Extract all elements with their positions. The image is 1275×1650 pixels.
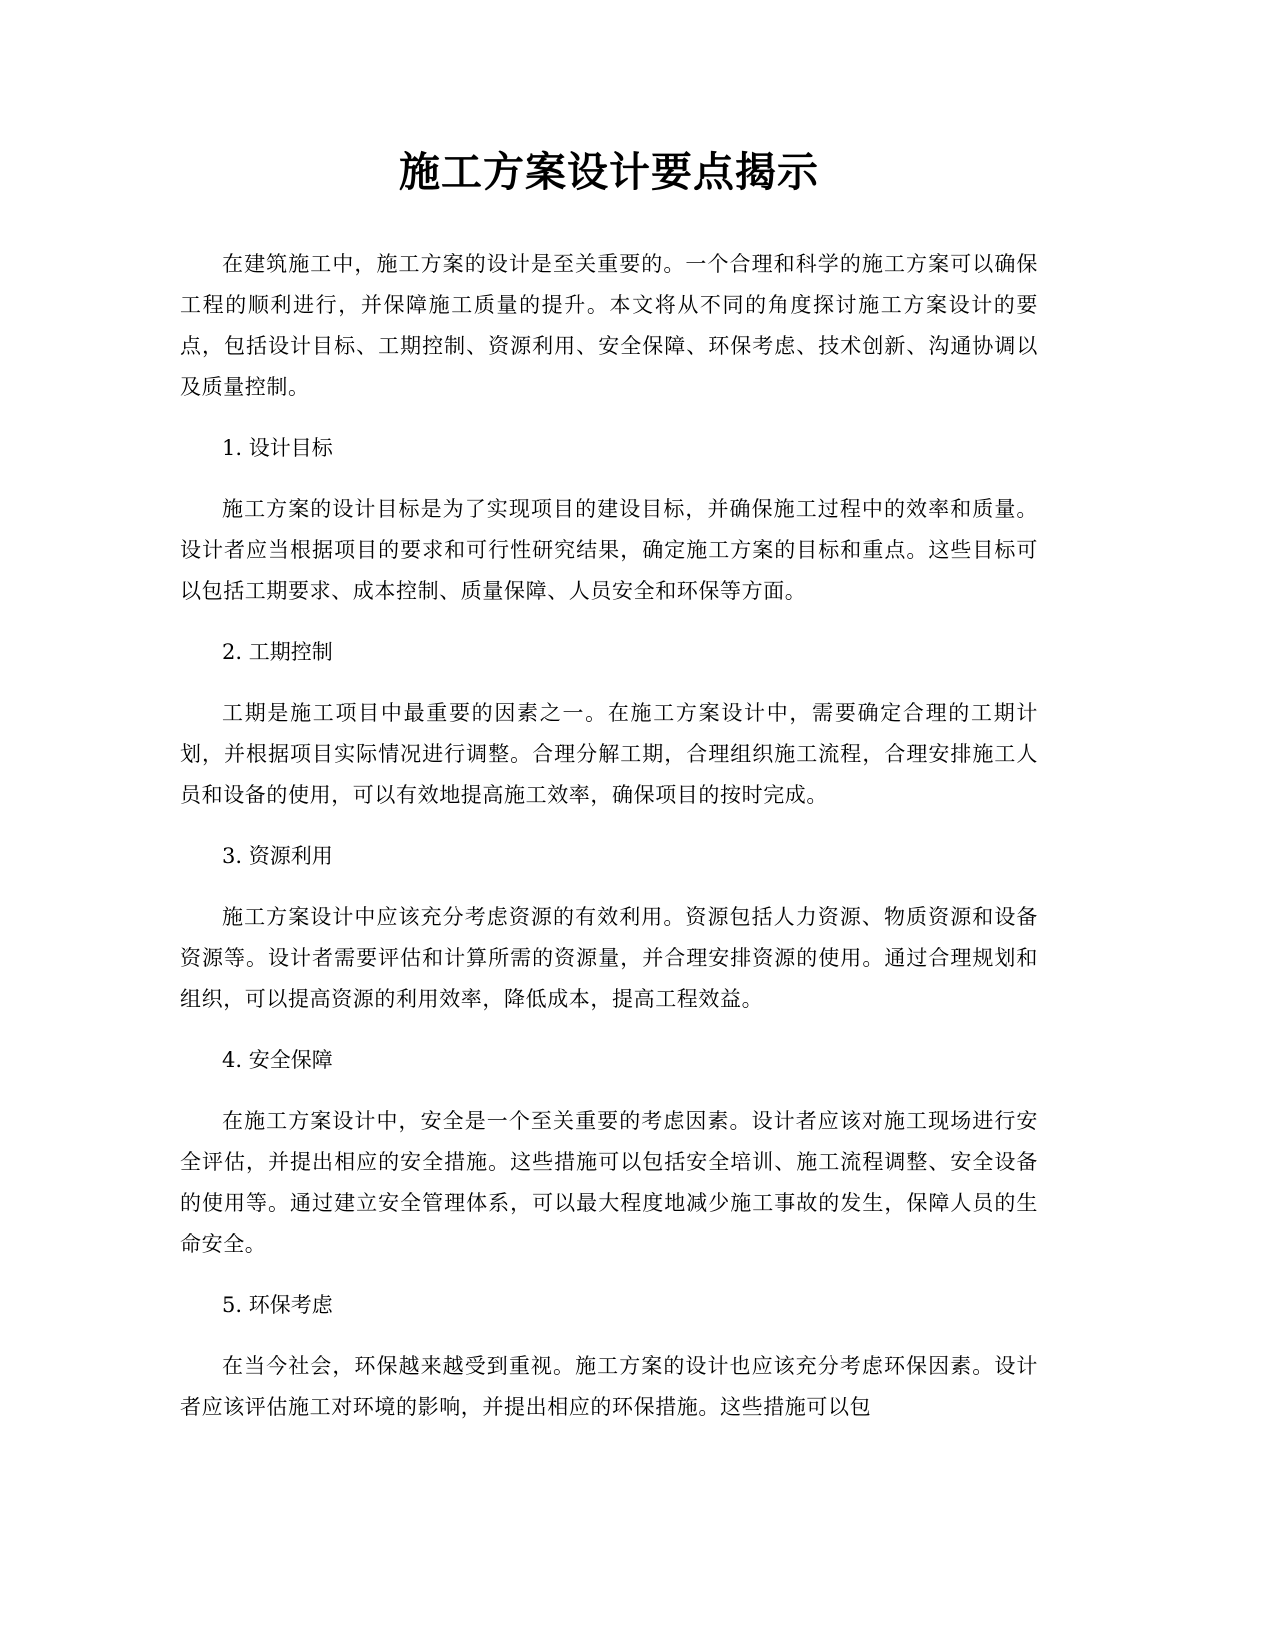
section-heading-resource-use: 3. 资源利用	[222, 844, 333, 868]
section-heading-design-goal: 1. 设计目标	[222, 436, 333, 460]
section-heading-schedule-control: 2. 工期控制	[222, 640, 333, 664]
section-heading-environment: 5. 环保考虑	[222, 1293, 333, 1317]
intro-paragraph: 在建筑施工中，施工方案的设计是至关重要的。一个合理和科学的施工方案可以确保工程的顺利进行，并保障施工质量的提升。本文将从不同的角度探讨施工方案设计的要点，包括设计目标、工期控制、资源利用、安全保障、环保考虑、技术创新、沟通协调以及质量控制。	[180, 252, 1038, 399]
section-body-environment: 在当今社会，环保越来越受到重视。施工方案的设计也应该充分考虑环保因素。设计者应该评估施工对环境的影响，并提出相应的环保措施。这些措施可以包	[180, 1354, 1038, 1419]
section-body-resource-use: 施工方案设计中应该充分考虑资源的有效利用。资源包括人力资源、物质资源和设备资源等。设计者需要评估和计算所需的资源量，并合理安排资源的使用。通过合理规划和组织，可以提高资源的利用效率，降低成本，提高工程效益。	[180, 905, 1038, 1011]
section-heading-safety: 4. 安全保障	[222, 1048, 333, 1072]
section-body-schedule-control: 工期是施工项目中最重要的因素之一。在施工方案设计中，需要确定合理的工期计划，并根据项目实际情况进行调整。合理分解工期，合理组织施工流程，合理安排施工人员和设备的使用，可以有效地提高施工效率，确保项目的按时完成。	[180, 701, 1038, 807]
section-body-design-goal: 施工方案的设计目标是为了实现项目的建设目标，并确保施工过程中的效率和质量。设计者应当根据项目的要求和可行性研究结果，确定施工方案的目标和重点。这些目标可以包括工期要求、成本控制、质量保障、人员安全和环保等方面。	[180, 497, 1038, 603]
document-content	[180, 140, 1038, 1448]
document-title: 施工方案设计要点揭示	[399, 148, 819, 196]
section-body-safety: 在施工方案设计中，安全是一个至关重要的考虑因素。设计者应该对施工现场进行安全评估，并提出相应的安全措施。这些措施可以包括安全培训、施工流程调整、安全设备的使用等。通过建立安全管理体系，可以最大程度地减少施工事故的发生，保障人员的生命安全。	[180, 1109, 1038, 1256]
